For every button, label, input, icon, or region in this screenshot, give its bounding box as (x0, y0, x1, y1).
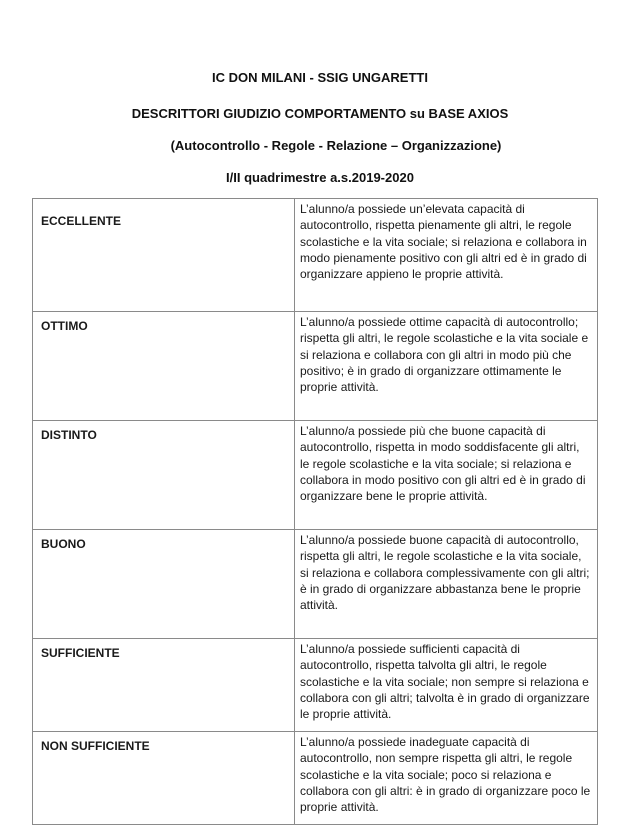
table-row (33, 312, 598, 421)
level-cell-non-sufficiente: NON SUFFICIENTE (33, 732, 295, 825)
document-title-school: IC DON MILANI - SSIG UNGARETTI (212, 70, 428, 85)
table-row (33, 199, 598, 312)
level-cell-buono: BUONO (33, 530, 295, 639)
description-cell-ottimo: L’alunno/a possiede ottime capacità di autocontrollo; rispetta gli altri, le regole scolastiche e la vita sociale e si relaziona e collabora con gli altri in modo più che positivo; è in grado di organizzare ottimamente le proprie attività. (295, 312, 598, 421)
description-cell-buono: L’alunno/a possiede buone capacità di autocontrollo, rispetta gli altri, le regole scolastiche e la vita sociale, si relaziona e collabora complessivamente con gli altri; è in grado di organizzare abbastanza bene le proprie attività. (295, 530, 598, 639)
document-subtitle-criteria: (Autocontrollo - Regole - Relazione – Organizzazione) (170, 138, 502, 153)
description-cell-eccellente: L’alunno/a possiede un’elevata capacità di autocontrollo, rispetta pienamente gli altri, le regole scolastiche e la vita sociale; si relaziona e collabora in modo pienamente positivo con gli altri ed è in grado di organizzare appieno le proprie attività. (295, 199, 598, 312)
behavior-descriptors-table (32, 198, 598, 825)
level-cell-ottimo: OTTIMO (33, 312, 295, 421)
description-cell-sufficiente: L’alunno/a possiede sufficienti capacità di autocontrollo, rispetta talvolta gli altri, le regole scolastiche e la vita sociale; non sempre si relaziona e collabora con gli altri; talvolta è in grado di organizzare le proprie attività. (295, 639, 598, 732)
level-cell-distinto: DISTINTO (33, 421, 295, 530)
level-cell-sufficiente: SUFFICIENTE (33, 639, 295, 732)
level-cell-eccellente: ECCELLENTE (33, 199, 295, 312)
table-row (33, 732, 598, 825)
table-row (33, 639, 598, 732)
table-row (33, 421, 598, 530)
description-cell-non-sufficiente: L’alunno/a possiede inadeguate capacità di autocontrollo, non sempre rispetta gli altri, le regole scolastiche e la vita sociale; poco si relaziona e collabora con gli altri: è in grado di organizzare poco le proprie attività. (295, 732, 598, 825)
description-cell-distinto: L’alunno/a possiede più che buone capacità di autocontrollo, rispetta in modo soddisfacente gli altri, le regole scolastiche e la vita sociale; si relaziona e collabora in modo positivo con gli altri ed è in grado di organizzare bene le proprie attività. (295, 421, 598, 530)
document-subtitle-period: I/II quadrimestre a.s.2019-2020 (226, 170, 414, 185)
table-row (33, 530, 598, 639)
document-title-descriptors: DESCRITTORI GIUDIZIO COMPORTAMENTO su BASE AXIOS (131, 106, 509, 121)
